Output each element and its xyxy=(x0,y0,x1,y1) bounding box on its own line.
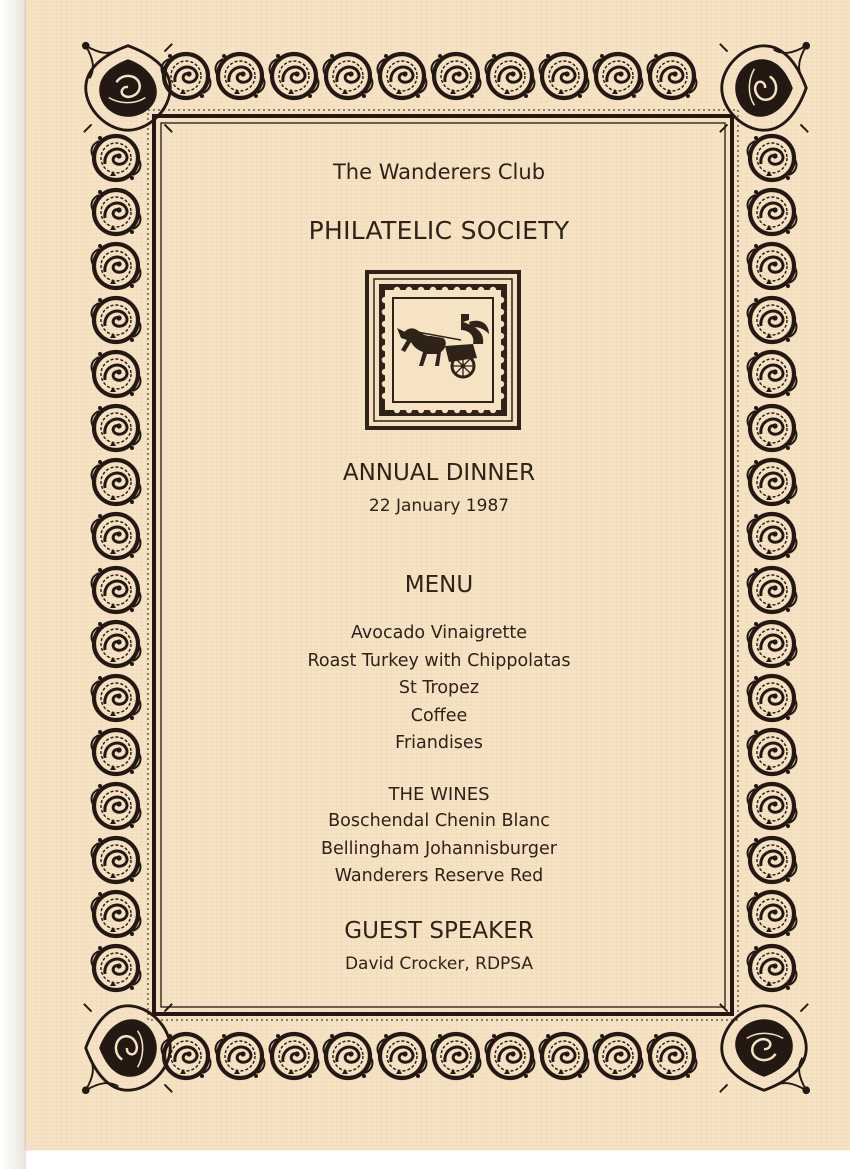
wines-heading: THE WINES xyxy=(388,784,490,805)
menu-list xyxy=(162,620,716,758)
menu-item: Friandises xyxy=(395,733,483,753)
society-title: PHILATELIC SOCIETY xyxy=(308,216,570,245)
border-top-band xyxy=(162,54,697,98)
menu-item: Roast Turkey with Chippolatas xyxy=(307,650,571,671)
event-title: ANNUAL DINNER xyxy=(342,460,536,486)
menu-card xyxy=(26,0,850,1150)
menu-item: Avocado Vinaigrette xyxy=(350,623,528,643)
club-name: The Wanderers Club xyxy=(332,160,546,184)
scanner-background-edge xyxy=(0,0,26,1169)
chariot-stamp-icon xyxy=(365,270,521,430)
menu-item: Coffee xyxy=(410,705,468,726)
menu-content xyxy=(162,138,716,998)
menu-heading: MENU xyxy=(404,572,474,598)
menu-item: St Tropez xyxy=(398,678,480,698)
corner-medallion-bottom-left xyxy=(82,1004,172,1094)
wine-item: Bellingham Johannisburger xyxy=(321,838,557,859)
wine-item: Wanderers Reserve Red xyxy=(334,866,544,886)
corner-medallion-bottom-right xyxy=(720,1004,810,1094)
event-date: 22 January 1987 xyxy=(368,496,510,516)
guest-speaker-name: David Crocker, RDPSA xyxy=(344,954,534,974)
wine-item: Boschendal Chenin Blanc xyxy=(328,811,550,831)
wine-list xyxy=(162,808,716,891)
border-right-band xyxy=(748,136,797,990)
corner-medallion-top-left xyxy=(82,42,172,132)
guest-speaker-heading: GUEST SPEAKER xyxy=(344,918,534,944)
border-left-band xyxy=(92,136,141,990)
border-bottom-band xyxy=(162,1034,697,1078)
